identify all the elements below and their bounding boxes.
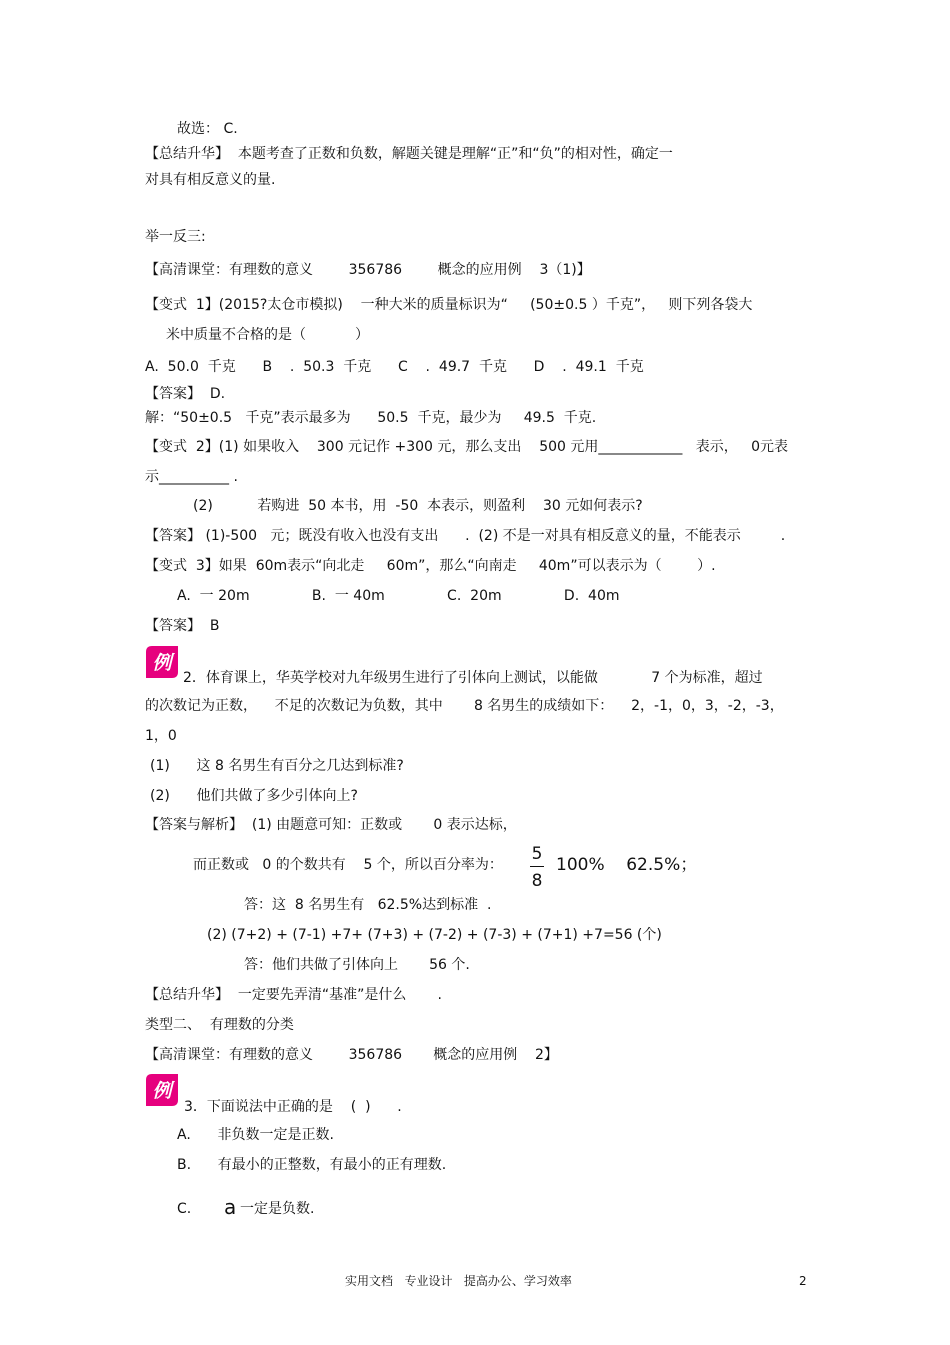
example-2-question-cont-2: 1，0 xyxy=(145,728,177,744)
variant-3-options: A. 一 20m B. 一 40m C. 20m D. 40m xyxy=(177,588,620,604)
fraction-denominator: 8 xyxy=(531,871,543,891)
example-2-percent-line: 而正数或 0 的个数共有 5 个，所以百分率为： xyxy=(193,857,503,873)
conclusion-choice: 故选： C. xyxy=(177,121,238,137)
variant-1-solution: 解：“50±0.5 千克”表示最多为 50.5 千克，最少为 49.5 千克. xyxy=(145,410,597,426)
variant-2-question: 【变式 2】(1) 如果收入 300 元记作 +300 元，那么支出 500 元用____________ 表示， 0元表 xyxy=(145,439,788,455)
example-3-option-a: A. 非负数一定是正数. xyxy=(177,1127,334,1143)
example-2-answer-1: 答：这 8 名男生有 62.5%达到标准 . xyxy=(244,897,492,913)
example-3-option-c-text: 一定是负数. xyxy=(240,1201,315,1217)
variant-2-part-2: (2) 若购进 50 本书，用 -50 本表示，则盈利 30 元如何表示? xyxy=(193,498,643,514)
example-3-option-c-variable: a xyxy=(224,1195,237,1219)
variant-2-answer: 【答案】 (1)-500 元；既没有收入也没有支出 . (2) 不是一对具有相反意义的量，不能表示 . xyxy=(145,528,786,544)
example-3-question: 3．下面说法中正确的是 ( ) . xyxy=(184,1099,402,1115)
footer-text: 实用文档 专业设计 提高办公、学习效率 xyxy=(345,1274,572,1288)
variant-1-options: A. 50.0 千克 B . 50.3 千克 C . 49.7 千克 D . 49.1 千克 xyxy=(145,359,644,375)
section-heading: 举一反三: xyxy=(145,229,206,245)
example-2-question: 2．体育课上，华英学校对九年级男生进行了引体向上测试，以能做 7 个为标准，超过 xyxy=(183,670,763,686)
summary-2: 【总结升华】 一定要先弄清“基准”是什么 . xyxy=(145,987,443,1003)
variant-3-question: 【变式 3】如果 60m表示“向北走 60m”，那么“向南走 40m”可以表示为（ ）. xyxy=(145,558,716,574)
course-reference-2: 【高清课堂：有理数的意义 356786 概念的应用例 2】 xyxy=(145,1047,558,1063)
course-reference: 【高清课堂：有理数的意义 356786 概念的应用例 3（1)】 xyxy=(145,262,591,278)
summary-line-cont: 对具有相反意义的量. xyxy=(145,172,276,188)
example-badge-label: 例 xyxy=(152,652,172,674)
type-2-heading: 类型二、 有理数的分类 xyxy=(145,1017,294,1033)
example-badge-icon xyxy=(144,644,180,680)
example-2-answer-heading: 【答案与解析】 (1) 由题意可知：正数或 0 表示达标， xyxy=(145,817,517,833)
page-number: 2 xyxy=(799,1274,807,1288)
percent-result: 100% 62.5%； xyxy=(556,855,698,875)
variant-1-question-cont: 米中质量不合格的是（ ） xyxy=(166,327,369,343)
example-3-option-b: B. 有最小的正整数，有最小的正有理数. xyxy=(177,1157,447,1173)
variant-3-answer: 【答案】 B xyxy=(145,618,220,634)
example-2-answer-2: 答：他们共做了引体向上 56 个. xyxy=(244,957,470,973)
variant-1-answer: 【答案】 D. xyxy=(145,386,226,402)
example-3-option-c-letter: C. xyxy=(177,1201,192,1217)
summary-line: 【总结升华】 本题考查了正数和负数，解题关键是理解“正”和“负”的相对性，确定一 xyxy=(145,146,673,162)
fraction-bar xyxy=(530,866,544,867)
example-badge-label: 例 xyxy=(152,1080,172,1102)
variant-2-question-cont: 示__________ . xyxy=(145,469,238,485)
example-2-question-cont: 的次数记为正数， 不足的次数记为负数，其中 8 名男生的成绩如下： 2，-1，0，3，-2，-3， xyxy=(145,698,784,714)
example-badge-icon xyxy=(144,1072,180,1108)
fraction-numerator: 5 xyxy=(531,844,543,864)
example-2-calculation: (2) (7+2) + (7-1) +7+ (7+3) + (7-2) + (7-3) + (7+1) +7=56 (个) xyxy=(207,927,662,943)
variant-1-question: 【变式 1】(2015?太仓市模拟) 一种大米的质量标识为“ (50±0.5 ）千克”， 则下列各袋大 xyxy=(145,297,753,313)
example-2-sub-2: (2) 他们共做了多少引体向上? xyxy=(150,788,358,804)
example-2-sub-1: (1) 这 8 名男生有百分之几达到标准? xyxy=(150,758,404,774)
